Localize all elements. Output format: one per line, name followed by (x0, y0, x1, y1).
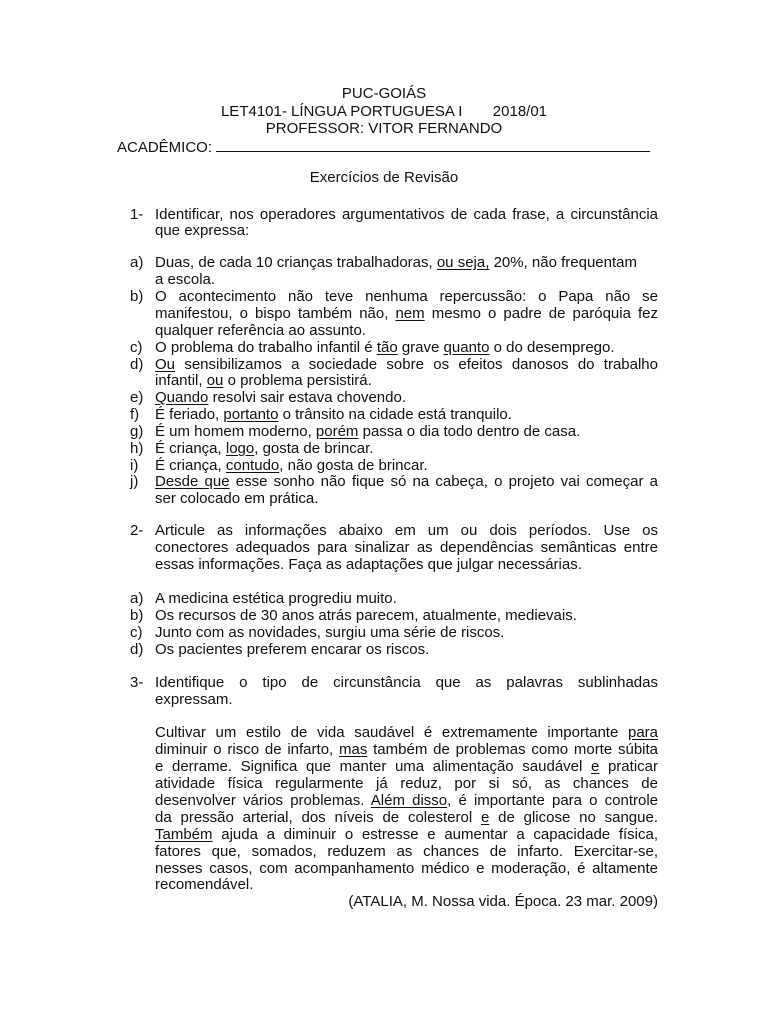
underlined-connector: logo (225, 440, 255, 457)
passage-line (155, 792, 658, 809)
q1-item-f-line (155, 406, 512, 423)
underlined-connector: quanto (443, 339, 490, 356)
q3-text-line1: Identifique o tipo de circunstância que as palavras sublinhadas (155, 674, 658, 691)
text-segment: manifestou, o bispo também não, (155, 305, 389, 322)
q2-item-text: Junto com as novidades, surgiu uma série de riscos. (155, 624, 505, 641)
text-segment: esse sonho não fique só na cabeça, o projeto vai começar a (235, 473, 658, 490)
text-segment: sensibilizamos a sociedade sobre os efeitos danosos do trabalho (184, 356, 658, 373)
text-segment: É criança, (155, 440, 222, 457)
passage-line (155, 809, 658, 826)
q3-text-line2: expressam. (155, 691, 233, 708)
q1-text-line1: Identificar, nos operadores argumentativos de cada frase, a circunstância (155, 206, 658, 223)
underlined-connector: Quando (155, 389, 209, 406)
text-segment: , não gosta de brincar. (279, 457, 428, 474)
q3-number: 3- (130, 674, 144, 691)
underlined-connector: ou (206, 372, 224, 389)
q1-item-j-line2: ser colocado em prática. (155, 490, 319, 507)
text-segment: o problema persistirá. (227, 372, 372, 389)
q1-item-e-label: e) (130, 389, 144, 406)
text-segment: grave (401, 339, 440, 356)
underlined-connector: contudo (225, 457, 280, 474)
text-segment: de glicose no sangue. (498, 809, 659, 826)
passage-line: nesses casos, com acompanhamento médico e moderação, é altamente (155, 860, 658, 877)
q1-item-c-line (155, 339, 615, 356)
underlined-connector: e (480, 809, 490, 826)
q1-item-g-line (155, 423, 580, 440)
q1-item-a-line1 (155, 254, 637, 271)
underlined-connector: Além disso (370, 792, 448, 809)
q1-item-h-line (155, 440, 373, 457)
text-segment: desenvolver vários problemas. (155, 792, 365, 809)
text-segment: da pressão arterial, dos níveis de colesterol (155, 809, 473, 826)
text-segment: É criança, (155, 457, 222, 474)
q1-item-d-line1 (155, 356, 658, 373)
underlined-connector: Desde que (155, 473, 230, 490)
text-segment: 20%, não frequentam (493, 254, 637, 271)
page-title: Exercícios de Revisão (309, 169, 459, 186)
q2-text-line3: essas informações. Faça as adaptações que julgar necessárias. (155, 556, 582, 573)
q1-item-j-label: j) (130, 473, 139, 490)
text-segment: Cultivar um estilo de vida saudável é extremamente importante (155, 724, 619, 741)
underlined-connector: Ou (155, 356, 176, 373)
q2-item-label: b) (130, 607, 144, 624)
q1-item-a-label: a) (130, 254, 144, 271)
q2-item-text: A medicina estética progrediu muito. (155, 590, 397, 607)
q1-item-b-line3: qualquer referência ao assunto. (155, 322, 366, 339)
student-label: ACADÊMICO: (117, 139, 213, 156)
q1-item-j-line1 (155, 473, 658, 490)
text-segment: resolvi sair estava chovendo. (212, 389, 406, 406)
underlined-connector: porém (315, 423, 359, 440)
q1-item-c-label: c) (130, 339, 143, 356)
q1-item-e-line (155, 389, 406, 406)
q1-text-line2: que expressa: (155, 222, 250, 239)
text-segment: o trânsito na cidade está tranquilo. (282, 406, 512, 423)
course-code: LET4101- LÍNGUA PORTUGUESA I (220, 103, 463, 120)
passage-line (155, 826, 658, 843)
text-segment: diminuir o risco de infarto, (155, 741, 334, 758)
passage-line: recomendável. (155, 876, 254, 893)
q1-item-g-label: g) (130, 423, 144, 440)
underlined-connector: Também (155, 826, 213, 843)
text-segment: o do desemprego. (493, 339, 615, 356)
course-line (0, 103, 768, 120)
q1-item-i-label: i) (130, 457, 139, 474)
text-segment: passa o dia todo dentro de casa. (362, 423, 581, 440)
text-segment: praticar (607, 758, 658, 775)
passage-line (155, 741, 658, 758)
underlined-connector: nem (395, 305, 425, 322)
q2-item-label: c) (130, 624, 143, 641)
professor-line: PROFESSOR: VITOR FERNANDO (265, 120, 503, 137)
text-segment: Duas, de cada 10 crianças trabalhadoras, (155, 254, 433, 271)
q1-number: 1- (130, 206, 144, 223)
text-segment: , gosta de brincar. (254, 440, 374, 457)
q2-item-label: d) (130, 641, 144, 658)
text-segment: infantil, (155, 372, 203, 389)
institution-name: PUC-GOIÁS (341, 85, 427, 102)
semester: 2018/01 (492, 103, 548, 120)
q2-text-line2: conectores adequados para sinalizar as dependências semânticas entre (155, 539, 658, 556)
q1-item-f-label: f) (130, 406, 140, 423)
q1-item-a-line2: a escola. (155, 271, 216, 288)
underlined-connector: para (627, 724, 659, 741)
q1-item-b-label: b) (130, 288, 144, 305)
q1-item-h-label: h) (130, 440, 144, 457)
text-segment: , é importante para o controle (447, 792, 659, 809)
passage-line (155, 758, 658, 775)
text-segment: É feriado, (155, 406, 220, 423)
passage-line (155, 724, 658, 741)
student-line (117, 137, 650, 156)
q1-item-d-line2 (155, 372, 372, 389)
passage-line: atividade física regularmente já reduz, por si só, as chances de (155, 775, 658, 792)
q2-text-line1: Articule as informações abaixo em um ou dois períodos. Use os (155, 522, 658, 539)
q2-item-label: a) (130, 590, 144, 607)
text-segment: O problema do trabalho infantil é (155, 339, 373, 356)
citation: (ATALIA, M. Nossa vida. Época. 23 mar. 2009) (348, 893, 658, 910)
q1-item-i-line (155, 457, 428, 474)
passage-line: fatores que, somados, reduzem as chances de infarto. Exercitar-se, (155, 843, 658, 860)
q1-item-b-line2 (155, 305, 658, 322)
underlined-connector: tão (376, 339, 398, 356)
underlined-connector: portanto (223, 406, 279, 423)
text-segment: mesmo o padre de paróquia fez (431, 305, 659, 322)
q1-item-d-label: d) (130, 356, 144, 373)
underlined-connector: ou seja, (436, 254, 490, 271)
q2-number: 2- (130, 522, 144, 539)
underlined-connector: mas (339, 741, 368, 758)
text-segment: e derrame. Significa que manter uma alimentação saudável (155, 758, 583, 775)
q2-item-text: Os pacientes preferem encarar os riscos. (155, 641, 430, 658)
text-segment: também de problemas como morte súbita (373, 741, 659, 758)
underlined-connector: e (590, 758, 600, 775)
text-segment: ajuda a diminuir o estresse e aumentar a capacidade física, (221, 826, 659, 843)
q2-item-text: Os recursos de 30 anos atrás parecem, atualmente, medievais. (155, 607, 577, 624)
text-segment: É um homem moderno, (155, 423, 312, 440)
q1-item-b-line1: O acontecimento não teve nenhuma repercussão: o Papa não se (155, 288, 658, 305)
student-name-blank[interactable] (216, 137, 650, 152)
